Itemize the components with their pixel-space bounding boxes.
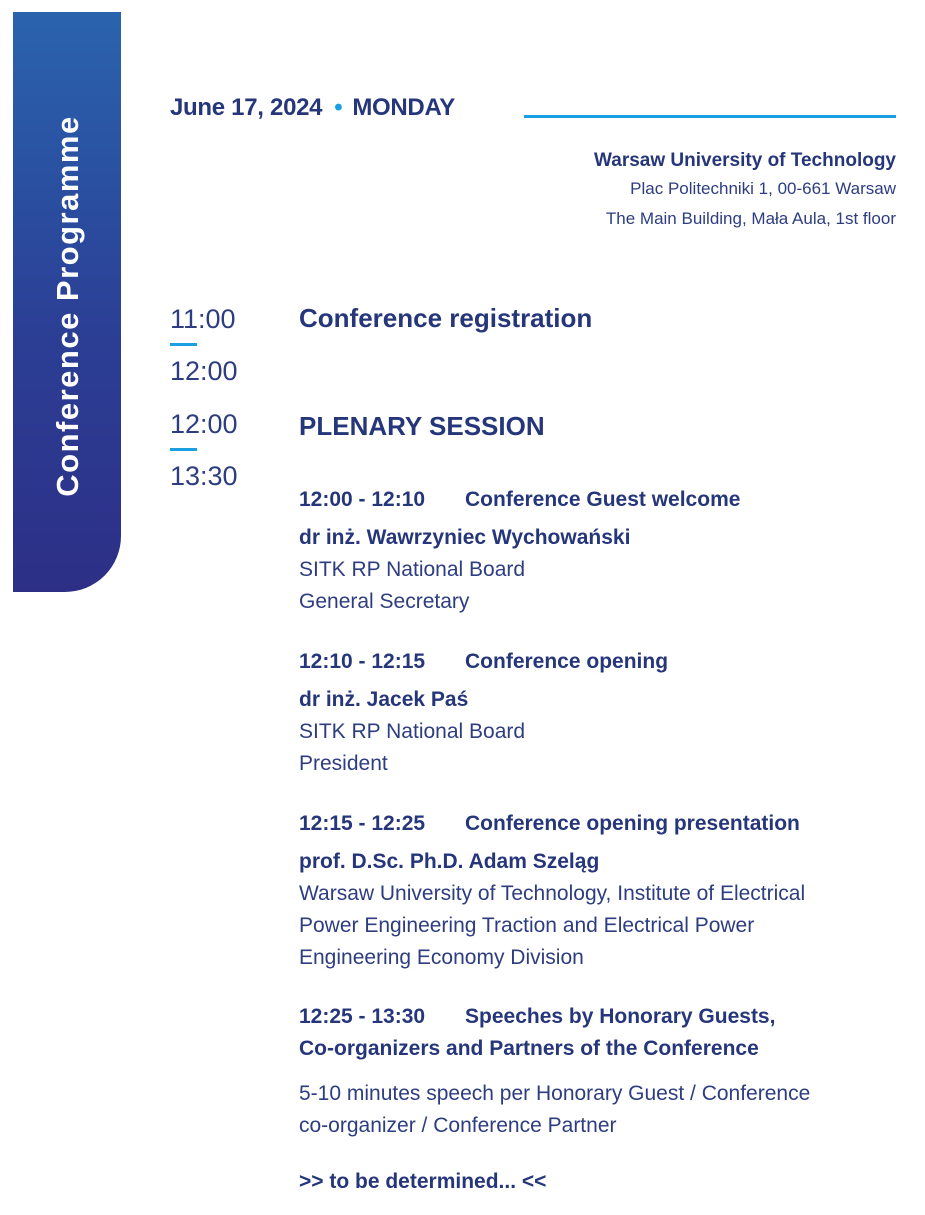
speaker-affiliation: Engineering Economy Division (299, 946, 584, 969)
slot-note: co-organizer / Conference Partner (299, 1114, 617, 1137)
side-title: Conference Programme (50, 115, 85, 497)
speaker-role: President (299, 752, 388, 775)
speaker-affiliation: Power Engineering Traction and Electrical Power (299, 914, 755, 937)
heading-plenary: PLENARY SESSION (299, 411, 545, 441)
slot-title: Conference opening (465, 650, 669, 673)
venue (536, 148, 896, 234)
date-divider (524, 115, 896, 118)
slot-title: Conference opening presentation (465, 812, 800, 835)
agenda-item (299, 484, 899, 618)
slot-row (299, 1001, 899, 1033)
slot-row (299, 808, 899, 840)
time-end: 13:30 (170, 461, 238, 491)
slot-time: 12:00 - 12:10 (299, 488, 426, 511)
speaker-name: dr inż. Wawrzyniec Wychowański (299, 526, 631, 549)
slot-note: 5-10 minutes speech per Honorary Guest / Conference (299, 1082, 811, 1105)
slot-title: Conference Guest welcome (465, 488, 741, 511)
date-row (170, 94, 455, 122)
agenda-item (299, 1001, 899, 1142)
time-start: 12:00 (170, 409, 238, 439)
slot-time: 12:15 - 12:25 (299, 812, 426, 835)
to-be-determined: >> to be determined... << (299, 1170, 547, 1193)
speaker-name: dr inż. Jacek Paś (299, 688, 469, 711)
slot-time: 12:25 - 13:30 (299, 1005, 426, 1028)
time-end: 12:00 (170, 356, 238, 386)
time-dash (170, 448, 197, 451)
speaker-affiliation: SITK RP National Board (299, 720, 526, 743)
speaker-affiliation: SITK RP National Board (299, 558, 526, 581)
slot-row (299, 484, 899, 516)
agenda-item (299, 646, 899, 780)
agenda-item (299, 808, 899, 974)
time-dash (170, 343, 197, 346)
speaker-role: General Secretary (299, 590, 470, 613)
time-block-registration (170, 304, 260, 386)
time-start: 11:00 (170, 304, 236, 334)
separator-dot: • (334, 94, 343, 121)
heading-registration: Conference registration (299, 303, 593, 333)
time-block-plenary (170, 409, 260, 491)
slot-title-continued: Co-organizers and Partners of the Conference (299, 1037, 759, 1060)
speaker-affiliation: Warsaw University of Technology, Institute of Electrical (299, 882, 806, 905)
venue-address: Plac Politechniki 1, 00-661 Warsaw (630, 179, 896, 198)
date: June 17, 2024 (170, 94, 323, 121)
venue-name: Warsaw University of Technology (594, 150, 896, 171)
speaker-name: prof. D.Sc. Ph.D. Adam Szeląg (299, 850, 600, 873)
venue-room: The Main Building, Mała Aula, 1st floor (605, 209, 896, 228)
slot-row (299, 646, 899, 678)
slot-time: 12:10 - 12:15 (299, 650, 426, 673)
weekday: MONDAY (352, 94, 455, 121)
slot-title: Speeches by Honorary Guests, (465, 1005, 776, 1028)
